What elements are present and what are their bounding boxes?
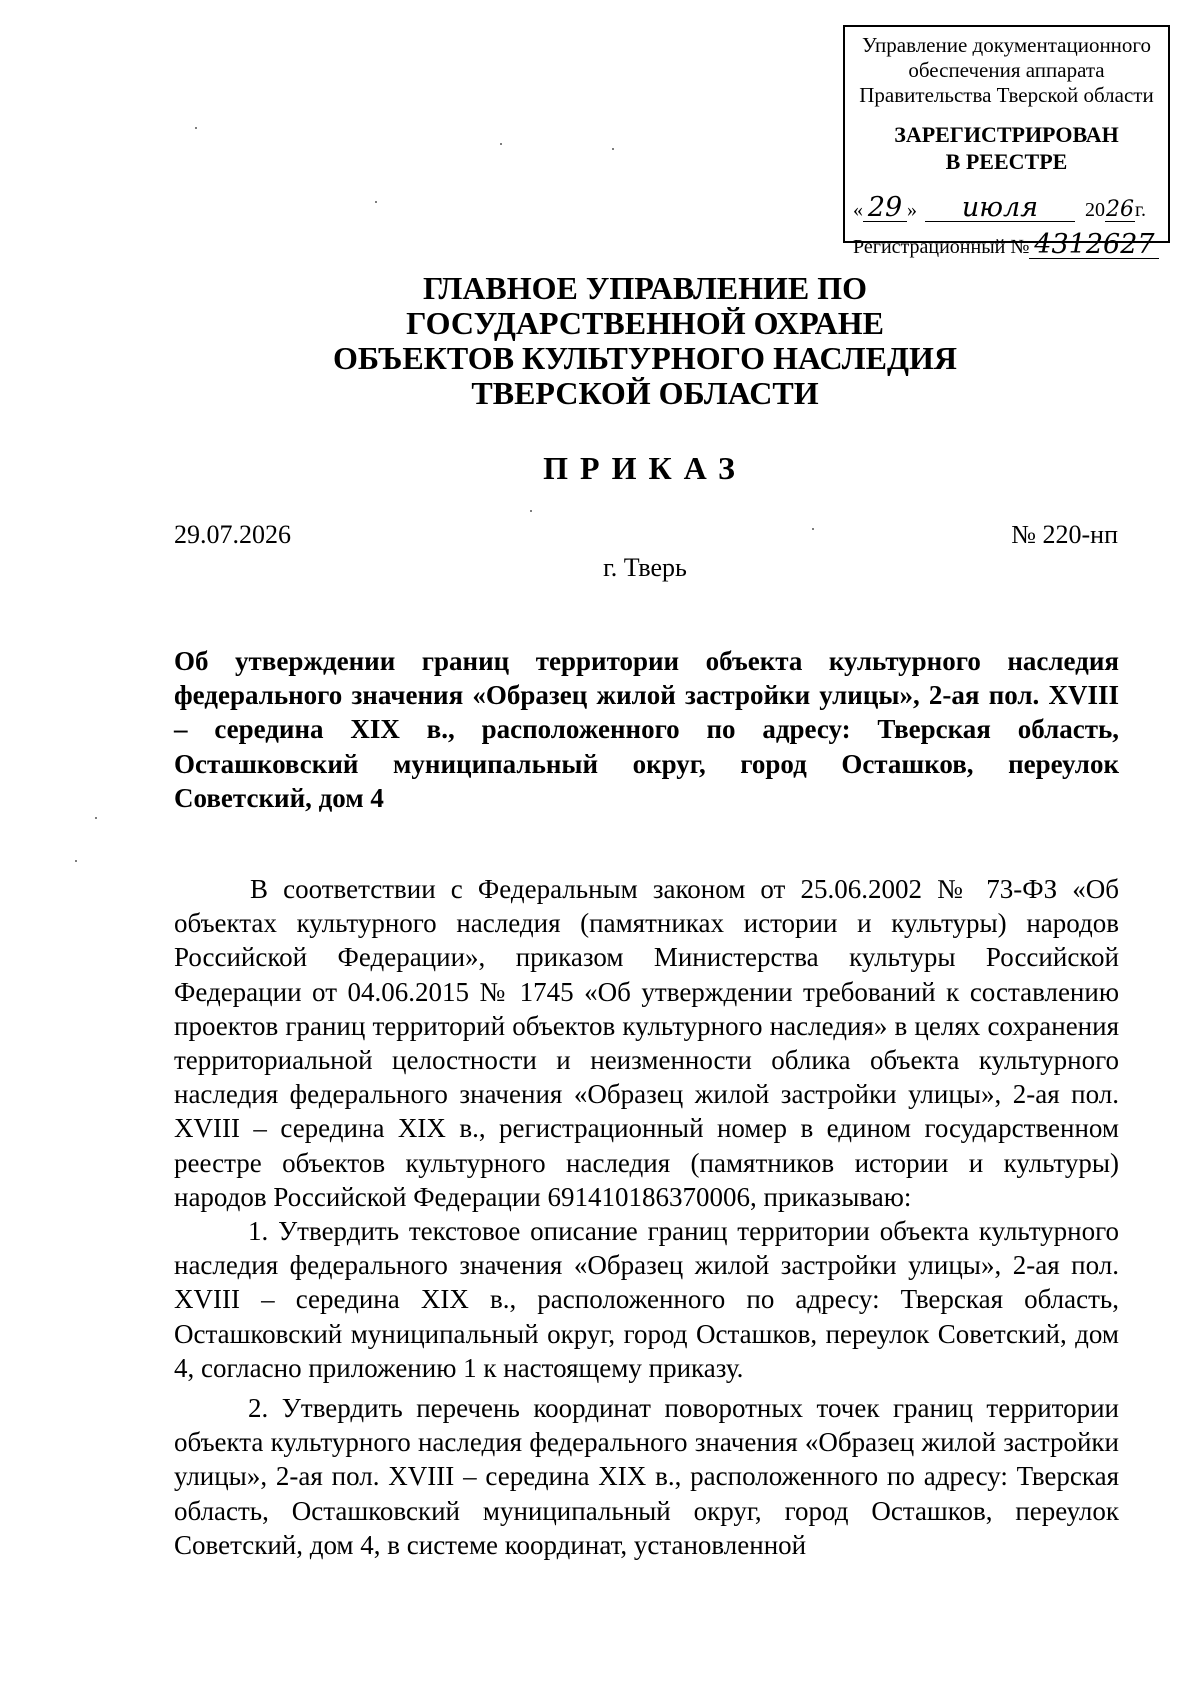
document-number: № 220-нп [1011,520,1118,549]
document-type: ПРИКАЗ [543,450,747,486]
stamp-org-line: Правительства Тверской области [859,83,1154,107]
document-city: г. Тверь [603,553,687,582]
stamp-reg-label: Регистрационный № [853,236,1030,258]
document-date: 29.07.2026 [174,520,291,549]
order-item-2: 2. Утвердить перечень координат поворотных точек границ территории объекта культурного наследия федерального значения «Образец жилой застройки улицы», 2-ая пол. XVIII – середина XIX в., расположенного по адресу: Тверская область, Осташковский муниципальный округ, город Осташков, переулок Советский, дом 4, в системе координат, установленной [174,1393,1119,1560]
authority-line: ТВЕРСКОЙ ОБЛАСТИ [471,375,819,411]
stamp-open-quote: « [853,199,863,221]
scan-speck [500,143,502,145]
stamp-reg-number: 4312627 [1029,231,1159,259]
stamp-close-quote: » [907,199,917,221]
issuing-authority [170,271,1120,411]
preamble-paragraph: В соответствии с Федеральным законом от 25.06.2002 № 73-ФЗ «Об объектах культурного наследия (памятниках истории и культуры) народов Российской Федерации», приказом Министерства культуры Российской Федерации от 04.06.2015 № 1745 «Об утверждении требований к составлению проектов границ территорий объектов культурного наследия» в целях сохранения территориальной целостности и неизменности облика объекта культурного наследия федерального значения «Образец жилой застройки улицы», 2-ая пол. XVIII – середина XIX в., регистрационный номер в едином государственном реестре объектов культурного наследия (памятников истории и культуры) народов Российской Федерации 691410186370006, приказываю: [174,874,1119,1212]
scan-speck [375,201,377,203]
order-item-1: 1. Утвердить текстовое описание границ территории объекта культурного наследия федерального значения «Образец жилой застройки улицы», 2-ая пол. XVIII – середина XIX в., расположенного по адресу: Тверская область, Осташковский муниципальный округ, город Осташков, переулок Советский, дом 4, согласно приложению 1 к настоящему приказу. [174,1216,1119,1383]
stamp-year-prefix: 20 [1085,199,1105,221]
stamp-organization [845,33,1168,108]
authority-line: ОБЪЕКТОВ КУЛЬТУРНОГО НАСЛЕДИЯ [333,340,957,376]
document-subject: Об утверждении границ территории объекта культурного наследия федерального значения «Образец жилой застройки улицы», 2-ая пол. XVIII – середина XIX в., расположенного по адресу: Тверская область, Осташковский муниципальный округ, город Осташков, переулок Советский, дом 4 [174,646,1119,813]
scan-speck [612,148,614,150]
stamp-org-line: Управление документационного [861,33,1152,57]
stamp-number-line [853,229,1160,259]
authority-line: ГОСУДАРСТВЕННОЙ ОХРАНЕ [406,305,884,341]
stamp-status [845,121,1168,175]
stamp-year-suffix: 26 [1106,197,1134,222]
scan-speck [195,127,197,129]
scan-speck [812,528,814,530]
scan-speck [75,860,77,862]
document-body [174,872,1119,1562]
stamp-date-line [853,192,1160,222]
stamp-day: 29 [863,194,907,222]
registration-stamp [843,25,1170,260]
stamp-month: июля [925,194,1075,222]
scan-speck [530,510,532,512]
stamp-org-line: обеспечения аппарата [908,58,1105,82]
stamp-year-unit: г. [1135,199,1146,221]
authority-line: ГЛАВНОЕ УПРАВЛЕНИЕ ПО [422,270,868,306]
scan-speck [95,817,97,819]
stamp-status-line: В РЕЕСТРЕ [945,149,1068,174]
stamp-status-line: ЗАРЕГИСТРИРОВАН [894,122,1119,147]
